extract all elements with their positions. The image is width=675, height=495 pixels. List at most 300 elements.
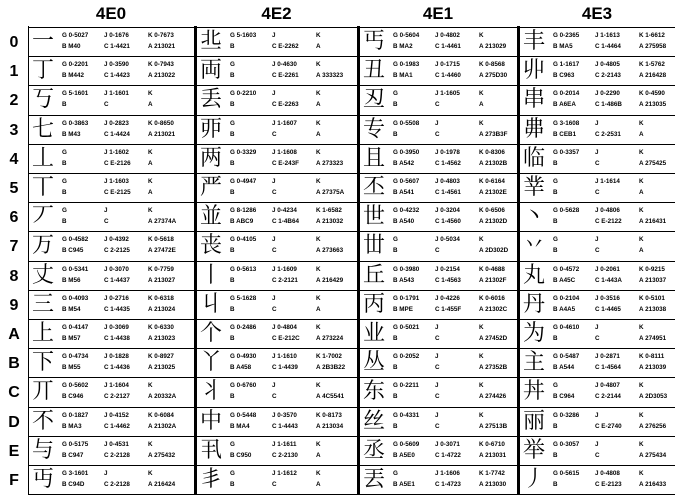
- source-ref: K 0-6318: [148, 294, 174, 302]
- source-ref: B: [553, 189, 558, 196]
- source-ref: B A458: [230, 364, 252, 372]
- source-ref: K: [479, 90, 484, 98]
- source-ref: K 0-7673: [148, 32, 174, 39]
- cjk-glyph: 串: [523, 87, 546, 113]
- source-ref: G 0-5487: [553, 353, 580, 361]
- source-ref: K: [479, 32, 484, 39]
- column-header-4E3: 4E3: [581, 4, 613, 23]
- code-cell: [360, 28, 516, 57]
- code-cell: [360, 145, 516, 174]
- source-ref: A 27374A: [148, 218, 177, 226]
- source-ref: G 1-1617: [553, 61, 580, 69]
- source-ref: G: [553, 178, 558, 185]
- source-ref: C: [435, 130, 440, 138]
- source-ref: B: [230, 481, 235, 488]
- source-ref: A 20332A: [148, 393, 177, 401]
- cjk-glyph: 丂: [32, 87, 55, 113]
- source-ref: C: [272, 481, 277, 488]
- source-ref: J 1-1611: [272, 440, 297, 448]
- source-ref: A 27452D: [479, 335, 508, 342]
- source-ref: C 1-4443: [272, 422, 298, 430]
- source-ref: J: [595, 324, 599, 331]
- source-ref: G 0-3329: [230, 148, 257, 156]
- source-ref: C: [595, 159, 600, 167]
- source-ref: J 1-1606: [435, 470, 460, 477]
- source-ref: G 0-4331: [393, 411, 420, 419]
- code-cell: [29, 262, 193, 291]
- cjk-glyph: 丯: [200, 467, 223, 492]
- source-ref: G: [553, 236, 558, 244]
- cjk-glyph: 丁: [32, 58, 55, 84]
- code-cell: [520, 291, 674, 320]
- source-ref: G 0-5615: [553, 470, 580, 477]
- source-ref: K: [316, 119, 321, 127]
- source-ref: G 5-1601: [62, 90, 89, 98]
- source-ref: J 1-1610: [272, 353, 297, 361]
- source-ref: B ABC9: [230, 218, 254, 226]
- source-ref: G 0-1791: [393, 294, 420, 302]
- source-ref: G 0-5604: [393, 32, 420, 39]
- source-ref: G: [230, 470, 235, 477]
- source-ref: C 1-486B: [595, 101, 622, 109]
- source-ref: C 1-4563: [435, 276, 461, 284]
- source-ref: K: [316, 440, 321, 448]
- source-ref: G 0-3057: [553, 440, 580, 448]
- source-ref: K: [479, 382, 484, 390]
- cjk-glyph: 丷: [523, 233, 546, 259]
- source-ref: K 0-6330: [148, 324, 174, 331]
- source-ref: A 273323: [316, 159, 344, 167]
- code-cell: [197, 86, 356, 115]
- cjk-glyph: 且: [363, 145, 386, 171]
- source-ref: B: [62, 218, 67, 226]
- source-ref: A 213022: [148, 72, 176, 80]
- source-ref: B: [393, 130, 398, 138]
- source-ref: K: [316, 61, 321, 69]
- cjk-glyph: 丒: [363, 87, 386, 113]
- source-ref: J: [272, 294, 276, 302]
- source-ref: B: [393, 101, 398, 109]
- source-ref: G 0-2365: [553, 32, 580, 39]
- source-ref: A: [316, 451, 321, 459]
- source-ref: J: [272, 382, 276, 390]
- row-label: 3: [9, 121, 19, 139]
- code-cell: [520, 174, 674, 203]
- source-ref: K 0-8306: [479, 148, 505, 156]
- source-ref: K: [479, 324, 484, 331]
- source-ref: G 0-2052: [393, 353, 420, 361]
- source-ref: B M43: [62, 130, 81, 138]
- source-ref: B: [230, 247, 235, 255]
- code-cell: [197, 378, 356, 407]
- cjk-glyph: 丹: [523, 291, 546, 317]
- source-ref: C 1-4562: [435, 159, 461, 167]
- source-ref: C 1-4421: [104, 43, 130, 50]
- source-ref: C 1-4723: [435, 481, 461, 488]
- source-ref: C 1-4438: [104, 335, 130, 342]
- cjk-glyph: 上: [32, 321, 55, 346]
- source-ref: J 0-4630: [272, 61, 297, 69]
- row-label: 7: [9, 238, 19, 256]
- source-ref: C: [435, 393, 440, 401]
- source-ref: J: [435, 411, 439, 419]
- source-ref: J: [104, 207, 108, 215]
- cjk-glyph: 丸: [523, 262, 546, 288]
- source-ref: B: [553, 159, 558, 167]
- source-ref: K: [316, 178, 321, 185]
- source-ref: G: [62, 178, 67, 185]
- source-ref: J 1-1603: [104, 178, 129, 185]
- source-ref: J 1-1607: [272, 119, 297, 127]
- source-ref: K 1-6612: [639, 32, 665, 39]
- source-ref: A 213021: [148, 43, 176, 50]
- row-label: 1: [9, 63, 19, 81]
- source-ref: K 0-6506: [479, 207, 505, 215]
- source-ref: A: [316, 130, 321, 138]
- cjk-glyph: 丐: [363, 29, 386, 54]
- source-ref: B: [393, 247, 398, 255]
- source-ref: C E-2740: [595, 422, 622, 430]
- source-ref: B A5E0: [393, 451, 415, 459]
- source-ref: B: [230, 101, 235, 109]
- source-ref: K: [316, 265, 321, 273]
- source-ref: A 27472E: [148, 247, 176, 255]
- source-ref: C 1-4461: [435, 43, 461, 50]
- source-ref: C 1-4439: [272, 364, 298, 372]
- source-ref: G 0-1827: [62, 411, 89, 419]
- source-ref: G 0-3950: [393, 148, 420, 156]
- code-cell: [197, 262, 356, 291]
- source-ref: G 0-4093: [62, 294, 89, 302]
- source-ref: J 0-2823: [104, 119, 129, 127]
- source-ref: B A5E1: [393, 481, 415, 488]
- source-ref: B M54: [62, 305, 81, 313]
- source-ref: J 1-1614: [595, 178, 620, 185]
- cjk-glyph: 丕: [363, 175, 386, 200]
- source-ref: B C964: [553, 393, 575, 401]
- source-ref: J 0-3204: [435, 207, 460, 215]
- source-ref: J 0-5034: [435, 236, 460, 244]
- source-ref: B M442: [62, 72, 85, 80]
- source-ref: J 0-2290: [595, 90, 620, 98]
- source-ref: K: [316, 324, 321, 331]
- source-ref: C 1-4435: [104, 305, 130, 313]
- code-cell: [197, 466, 356, 495]
- source-ref: A 213021: [148, 130, 176, 138]
- source-ref: K: [148, 148, 153, 156]
- source-ref: B: [553, 422, 558, 430]
- source-ref: B: [553, 218, 558, 226]
- source-ref: K: [479, 119, 484, 127]
- source-ref: J 0-2871: [595, 353, 620, 361]
- source-ref: A 275D30: [479, 72, 508, 80]
- source-ref: A 276256: [639, 422, 667, 430]
- source-ref: J 1-1613: [595, 32, 620, 39]
- source-ref: B: [230, 159, 235, 167]
- source-ref: J 0-1715: [435, 61, 460, 69]
- source-ref: B MPE: [393, 305, 413, 313]
- source-ref: K 1-7002: [316, 353, 342, 361]
- source-ref: K 0-6016: [479, 294, 505, 302]
- source-ref: B: [553, 247, 558, 255]
- cjk-glyph: 並: [200, 204, 223, 230]
- source-ref: J 1-1604: [104, 382, 129, 390]
- source-ref: A 21302B: [479, 159, 508, 167]
- source-ref: G 0-4947: [230, 178, 257, 185]
- source-ref: A 216433: [639, 481, 667, 488]
- source-ref: G 0-2211: [393, 382, 419, 390]
- source-ref: J 0-1978: [435, 148, 460, 156]
- source-ref: J 0-4392: [104, 236, 129, 244]
- source-ref: G 0-5027: [62, 32, 89, 39]
- source-ref: B: [393, 364, 398, 372]
- source-ref: B: [230, 72, 235, 80]
- source-ref: K: [148, 178, 153, 185]
- source-ref: B M56: [62, 276, 81, 284]
- source-ref: K: [316, 90, 321, 98]
- source-ref: C 1-4464: [595, 43, 621, 50]
- source-ref: G 0-5341: [62, 265, 89, 273]
- source-ref: B M40: [62, 43, 81, 50]
- source-ref: A 21302C: [479, 305, 508, 313]
- source-ref: K 0-9215: [639, 265, 665, 273]
- source-ref: A 216424: [148, 481, 176, 488]
- source-ref: G 0-2201: [62, 61, 89, 69]
- code-cell: [520, 86, 674, 115]
- source-ref: A 27352B: [479, 364, 508, 372]
- cjk-glyph: 丑: [363, 58, 386, 84]
- source-ref: C 2-2143: [595, 72, 621, 80]
- source-ref: C E-212C: [272, 335, 300, 342]
- source-ref: C 1-4436: [104, 364, 130, 372]
- source-ref: A 213032: [316, 218, 344, 226]
- source-ref: G: [393, 470, 398, 477]
- source-ref: B MA5: [553, 43, 573, 50]
- source-ref: G 3-1608: [553, 119, 580, 127]
- source-ref: C 1-4560: [435, 218, 461, 226]
- code-cell: [29, 466, 193, 495]
- source-ref: J 0-2154: [435, 265, 460, 273]
- source-ref: C 1-4423: [104, 72, 130, 80]
- source-ref: B CEB1: [553, 130, 577, 138]
- source-ref: A 273663: [316, 247, 344, 255]
- source-ref: B A6EA: [553, 101, 576, 109]
- code-cell: [360, 203, 516, 232]
- row-label: 0: [9, 34, 19, 51]
- source-ref: B A541: [393, 189, 415, 196]
- source-ref: J 0-4808: [595, 470, 620, 477]
- source-ref: A 274426: [479, 393, 507, 401]
- source-ref: J 0-4807: [595, 382, 620, 390]
- cjk-glyph: 丼: [523, 379, 546, 405]
- source-ref: J: [595, 236, 599, 244]
- source-ref: K: [639, 207, 644, 215]
- row-label: 9: [9, 296, 19, 314]
- source-ref: K: [639, 236, 644, 244]
- source-ref: J 0-3570: [272, 411, 297, 419]
- source-ref: K: [148, 382, 153, 390]
- cjk-glyph: 丏: [32, 467, 55, 492]
- source-ref: J 0-4234: [272, 207, 297, 215]
- source-ref: G 0-5628: [553, 207, 580, 215]
- source-ref: K: [639, 148, 644, 156]
- source-ref: K: [639, 178, 644, 185]
- source-ref: G 0-4930: [230, 353, 257, 361]
- source-ref: G: [393, 236, 398, 244]
- source-ref: B: [62, 101, 67, 109]
- source-ref: K 0-8568: [479, 61, 505, 69]
- source-ref: J: [272, 178, 276, 185]
- code-cell: [520, 408, 674, 437]
- cjk-glyph: 个: [200, 321, 223, 346]
- source-ref: B C94D: [62, 481, 85, 488]
- source-ref: B A45C: [553, 276, 576, 284]
- source-ref: C: [595, 451, 600, 459]
- source-ref: K: [639, 119, 644, 127]
- source-ref: J 1-1608: [272, 148, 297, 156]
- source-ref: A 216429: [316, 276, 344, 284]
- code-cell: [29, 116, 193, 145]
- source-ref: G 0-6760: [230, 382, 257, 390]
- source-ref: G 0-3357: [553, 148, 580, 156]
- source-ref: G: [62, 207, 67, 215]
- code-cell: [29, 291, 193, 320]
- source-ref: K 0-8173: [316, 411, 342, 419]
- source-ref: C: [272, 393, 277, 401]
- source-ref: G 8-1286: [230, 207, 257, 215]
- source-ref: J 0-3071: [435, 440, 460, 448]
- cjk-glyph: 丗: [363, 233, 386, 259]
- source-ref: A 275958: [639, 43, 667, 50]
- source-ref: G: [62, 148, 67, 156]
- code-cell: [360, 408, 516, 437]
- source-ref: K: [316, 236, 321, 244]
- code-cell: [360, 437, 516, 466]
- cjk-glyph: 丰: [523, 29, 546, 54]
- cjk-glyph: 为: [523, 321, 546, 346]
- source-ref: K 0-7943: [148, 61, 174, 69]
- source-ref: G: [230, 440, 235, 448]
- source-ref: B: [393, 335, 398, 342]
- code-cell: [520, 232, 674, 261]
- code-cell: [520, 262, 674, 291]
- source-ref: B A543: [393, 276, 415, 284]
- source-ref: K: [479, 411, 484, 419]
- source-ref: B A4A5: [553, 305, 576, 313]
- code-cell: [360, 349, 516, 378]
- source-ref: G 0-5609: [393, 440, 420, 448]
- source-ref: A 273B3F: [479, 130, 508, 138]
- source-ref: B MA1: [393, 72, 413, 80]
- source-ref: A 216431: [639, 218, 667, 226]
- source-ref: J 0-3516: [595, 294, 620, 302]
- source-ref: A: [639, 189, 644, 196]
- source-ref: C E-2262: [272, 43, 299, 50]
- cjk-glyph: 中: [200, 408, 223, 434]
- source-ref: K: [639, 440, 644, 448]
- source-ref: G 0-5613: [230, 265, 257, 273]
- source-ref: K: [148, 470, 153, 477]
- code-cell: [520, 116, 674, 145]
- code-cell: [29, 57, 193, 86]
- source-ref: A 27375A: [316, 189, 345, 196]
- source-ref: K: [316, 148, 321, 156]
- source-ref: A: [639, 130, 644, 138]
- source-ref: A: [479, 101, 484, 109]
- source-ref: A 213035: [639, 101, 667, 109]
- source-ref: C 2-2144: [595, 393, 621, 401]
- source-ref: C E-2125: [104, 189, 131, 196]
- cjk-glyph: 丵: [523, 175, 546, 200]
- source-ref: B: [230, 305, 235, 313]
- code-cell: [197, 320, 356, 349]
- source-ref: C: [272, 130, 277, 138]
- code-cell: [360, 466, 516, 495]
- source-ref: B C963: [553, 72, 575, 80]
- source-ref: J 0-1828: [104, 353, 129, 361]
- source-ref: J 0-4804: [272, 324, 297, 331]
- source-ref: K: [316, 470, 321, 477]
- source-ref: C: [272, 247, 277, 255]
- source-ref: K: [316, 32, 321, 39]
- source-ref: J: [435, 382, 439, 390]
- source-ref: A: [639, 247, 644, 255]
- source-ref: K: [148, 440, 153, 448]
- source-ref: A 213024: [148, 305, 176, 313]
- source-ref: J: [435, 324, 439, 331]
- source-ref: K 0-4590: [639, 90, 665, 98]
- code-cell: [520, 378, 674, 407]
- source-ref: J: [272, 236, 276, 244]
- source-ref: A 213031: [479, 451, 507, 459]
- source-ref: A: [148, 189, 153, 196]
- source-ref: J: [435, 353, 439, 361]
- source-ref: A: [316, 481, 321, 488]
- row-label: B: [8, 355, 20, 373]
- source-ref: B: [393, 422, 398, 430]
- column-header-4E0: 4E0: [95, 4, 127, 23]
- source-ref: A 21302E: [479, 189, 507, 196]
- source-ref: J 0-2061: [595, 265, 620, 273]
- code-cell: [197, 349, 356, 378]
- source-ref: B: [553, 335, 558, 342]
- cjk-glyph: 世: [363, 204, 386, 230]
- source-ref: J: [272, 32, 276, 39]
- source-ref: G 0-4147: [62, 324, 89, 331]
- cjk-glyph: 举: [523, 437, 546, 463]
- row-label: 8: [9, 267, 19, 285]
- cjk-glyph: 丧: [200, 233, 223, 259]
- code-cell: [29, 408, 193, 437]
- code-cell: [197, 203, 356, 232]
- source-ref: A 273224: [316, 335, 344, 342]
- source-ref: C: [104, 218, 109, 226]
- source-ref: K: [639, 411, 644, 419]
- source-ref: G 0-4610: [553, 324, 580, 331]
- source-ref: C: [104, 101, 109, 109]
- code-cell: [29, 86, 193, 115]
- source-ref: C: [435, 364, 440, 372]
- source-ref: G 0-2104: [553, 294, 580, 302]
- source-ref: A 213034: [316, 422, 344, 430]
- cjk-glyph: 不: [32, 408, 55, 434]
- source-ref: K 0-8927: [148, 353, 174, 361]
- source-ref: B A540: [393, 218, 415, 226]
- source-ref: B: [230, 189, 235, 196]
- code-cell: [520, 437, 674, 466]
- code-cell: [197, 28, 356, 57]
- source-ref: K: [479, 236, 484, 244]
